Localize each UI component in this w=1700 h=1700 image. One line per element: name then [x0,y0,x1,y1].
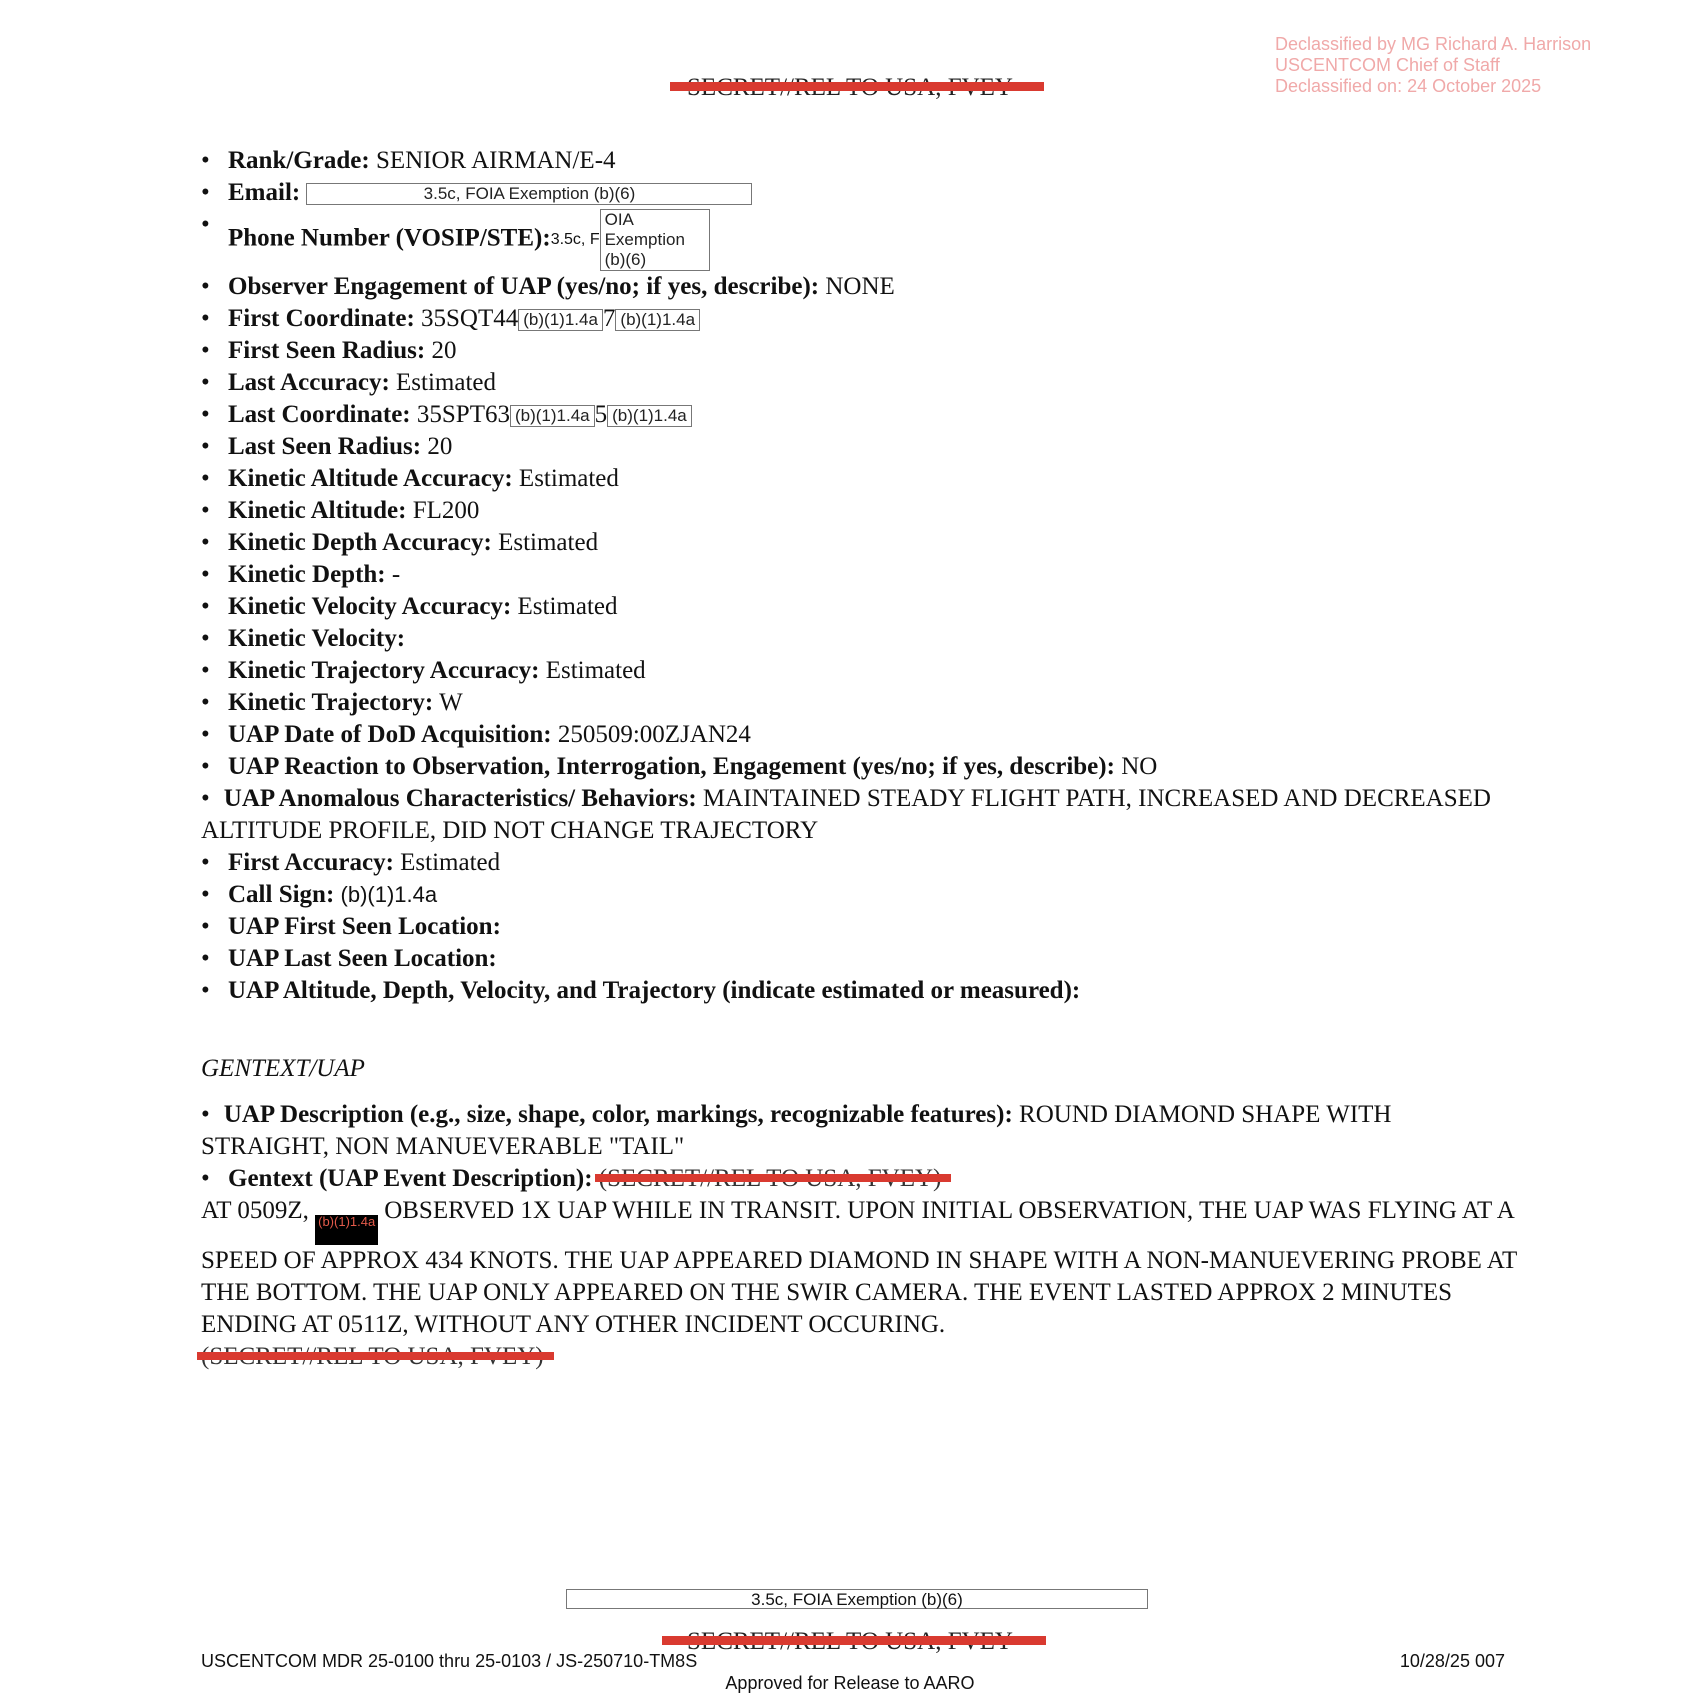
bullet: • [201,689,210,716]
field-kinetic-trajectory-accuracy: • Kinetic Trajectory Accuracy: Estimated [201,655,1521,687]
field-list [201,145,1521,1007]
stamp-line-2: USCENTCOM Chief of Staff [1275,55,1500,75]
coordinate-redaction-box: (b)(1)1.4a [518,309,603,331]
bullet: • [201,337,210,364]
section-heading-gentext: GENTEXT/UAP [201,1055,365,1082]
bullet: • [201,369,210,396]
bullet: • [201,721,210,748]
bullet: • [201,945,210,972]
bullet: • [201,179,210,206]
field-first-seen-location: • UAP First Seen Location: [201,911,1521,943]
bullet: • [201,211,210,238]
field-kinetic-velocity-accuracy: • Kinetic Velocity Accuracy: Estimated [201,591,1521,623]
email-redaction-box: 3.5c, FOIA Exemption (b)(6) [306,183,752,205]
call-sign-redaction: (b)(1)1.4a [340,882,438,907]
bullet: • [201,497,210,524]
footer-release-note: Approved for Release to AARO [725,1673,975,1693]
bullet: • [201,465,210,492]
bottom-strike-bar [662,1636,1046,1645]
portion-marking-struck [201,1341,544,1373]
field-uap-description: • UAP Description (e.g., size, shape, color, markings, recognizable features): ROUND DIAMOND SHAPE WITH STRAIGHT, NON MANUEVERABLE "TAIL" [201,1101,1392,1160]
field-engagement: • Observer Engagement of UAP (yes/no; if yes, describe): NONE [201,271,1521,303]
field-rank: • Rank/Grade: SENIOR AIRMAN/E-4 [201,145,1521,177]
bullet: • [201,529,210,556]
field-kinetic-trajectory: • Kinetic Trajectory: W [201,687,1521,719]
bullet: • [201,753,210,780]
bullet: • [201,977,210,1004]
field-last-accuracy: • Last Accuracy: Estimated [201,367,1521,399]
coordinate-redaction-box: (b)(1)1.4a [607,405,692,427]
footer-date-page: 10/28/25 007 [1399,1651,1505,1671]
bullet: • [201,147,210,174]
bullet: • [201,913,210,940]
stamp-line-3: Declassified on: 24 October 2025 [1275,76,1542,96]
coordinate-redaction-box: (b)(1)1.4a [510,405,595,427]
field-kinetic-depth-accuracy: • Kinetic Depth Accuracy: Estimated [201,527,1521,559]
field-call-sign: • Call Sign: (b)(1)1.4a [201,879,1521,911]
field-anomalous-characteristics: • UAP Anomalous Characteristics/ Behaviors: MAINTAINED STEADY FLIGHT PATH, INCREASED AND DECREASED ALTITUDE PROFILE, DID NOT CHANGE TRAJECTORY [201,785,1491,844]
bullet: • [201,625,210,652]
bullet: • [201,561,210,588]
field-first-coordinate: • First Coordinate: 35SQT44 (b)(1)1.4a 7 (b)(1)1.4a [201,303,1521,335]
phone-redaction-box: OIA Exemption (b)(6) [600,209,710,271]
field-first-seen-radius: • First Seen Radius: 20 [201,335,1521,367]
field-first-accuracy: • First Accuracy: Estimated [201,847,1521,879]
gentext-list [201,1099,1521,1195]
bullet: • [201,1101,210,1128]
portion-marking-struck [599,1163,942,1195]
footer-redaction-box: 3.5c, FOIA Exemption (b)(6) [566,1589,1148,1609]
field-kinetic-velocity: • Kinetic Velocity: [201,623,1521,655]
field-kinetic-altitude-accuracy: • Kinetic Altitude Accuracy: Estimated [201,463,1521,495]
coordinate-redaction-box: (b)(1)1.4a [615,309,700,331]
bullet: • [201,273,210,300]
field-altitude-depth-velocity-trajectory: • UAP Altitude, Depth, Velocity, and Trajectory (indicate estimated or measured): [201,975,1521,1007]
field-last-seen-radius: • Last Seen Radius: 20 [201,431,1521,463]
strike-bar [595,1174,952,1182]
stamp-line-1: Declassified by MG Richard A. Harrison [1275,34,1592,54]
footer-document-id: USCENTCOM MDR 25-0100 thru 25-0103 / JS-250710-TM8S [201,1651,698,1671]
field-kinetic-altitude: • Kinetic Altitude: FL200 [201,495,1521,527]
field-event-description: • Gentext (UAP Event Description): [201,1163,1521,1195]
bullet: • [201,1165,210,1192]
bullet: • [201,849,210,876]
field-last-coordinate: • Last Coordinate: 35SPT63 (b)(1)1.4a 5 (b)(1)1.4a [201,399,1521,431]
top-strike-bar [670,82,1044,91]
event-narrative: AT 0509Z, (b)(1)1.4a OBSERVED 1X UAP WHILE IN TRANSIT. UPON INITIAL OBSERVATION, THE UAP WAS FLYING AT A SPEED OF APPROX 434 KNOTS. THE UAP APPEARED DIAMOND IN SHAPE WITH A NON-MANUEVERING PROBE AT THE BOTTOM. THE UAP ONLY APPEARED ON THE SWIR CAMERA. THE EVENT LASTED APPROX 2 MINUTES ENDING AT 0511Z, WITHOUT ANY OTHER INCIDENT OCCURING. [201,1195,1521,1373]
field-phone: • Phone Number (VOSIP/STE):3.5c, FOIA Exemption (b)(6) [201,209,1521,271]
field-last-seen-location: • UAP Last Seen Location: [201,943,1521,975]
bullet: • [201,657,210,684]
bullet: • [201,305,210,332]
bullet: • [201,401,210,428]
bullet: • [201,881,210,908]
field-email: • Email: 3.5c, FOIA Exemption (b)(6) [201,177,1521,209]
strike-bar [197,1352,554,1360]
bullet: • [201,593,210,620]
field-reaction: • UAP Reaction to Observation, Interrogation, Engagement (yes/no; if yes, describe): NO [201,751,1521,783]
report-body [201,145,1521,1373]
field-acquisition-date: • UAP Date of DoD Acquisition: 250509:00ZJAN24 [201,719,1521,751]
field-kinetic-depth: • Kinetic Depth: - [201,559,1521,591]
bullet: • [201,433,210,460]
bullet: • [201,785,210,812]
black-redaction-box: (b)(1)1.4a [315,1215,378,1245]
